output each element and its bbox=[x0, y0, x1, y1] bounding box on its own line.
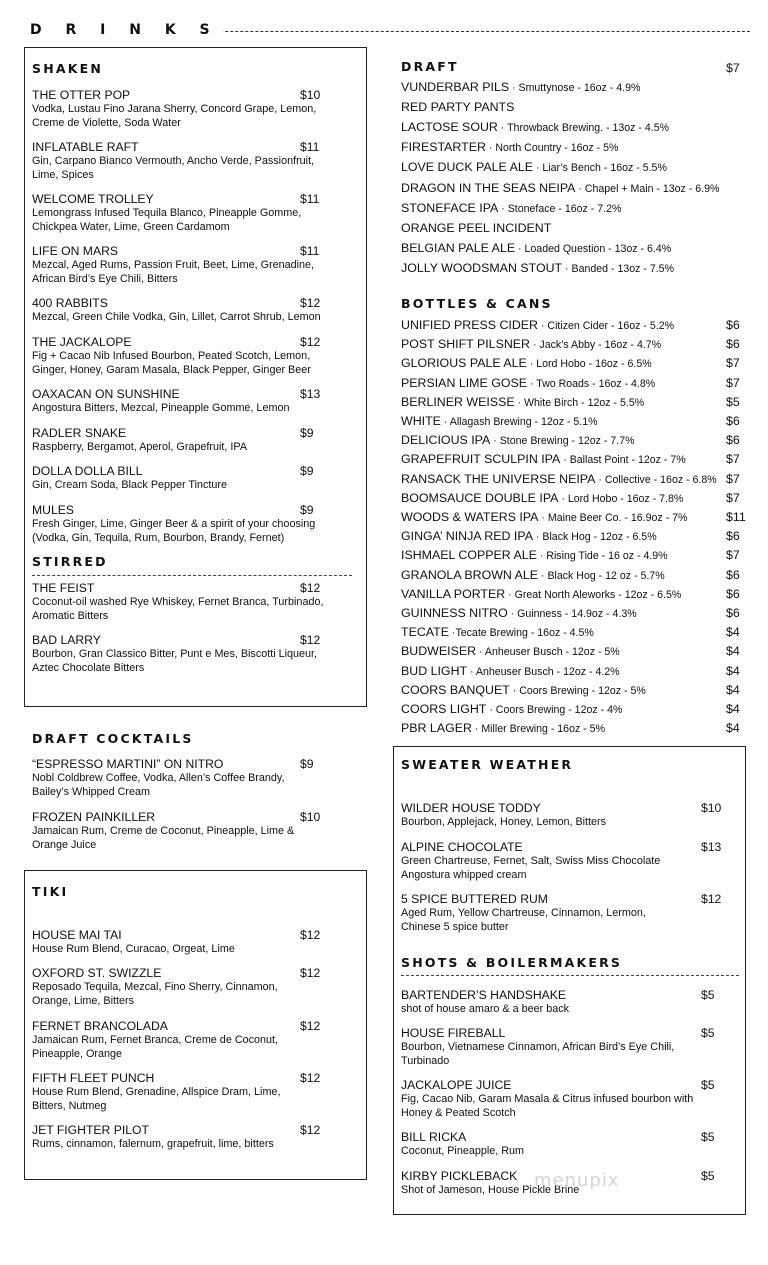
item-description: Fresh Ginger, Lime, Ginger Beer & a spirit of your choosing bbox=[32, 518, 316, 530]
beer-detail: ·Tecate Brewing - 16oz - 4.5% bbox=[448, 627, 594, 640]
item-price: $12 bbox=[300, 581, 321, 595]
beer-row bbox=[401, 160, 667, 176]
item-name: LIFE ON MARS bbox=[32, 244, 119, 258]
beer-price: $7 bbox=[726, 356, 740, 371]
beer-detail: · Miller Brewing - 16oz - 5% bbox=[471, 723, 605, 736]
menu-item bbox=[32, 1019, 362, 1061]
beer-name: GRANOLA BROWN ALE bbox=[401, 567, 539, 582]
item-description: Coconut-oil washed Rye Whiskey, Fernet Branca, Turbinado, bbox=[32, 596, 324, 608]
beer-name: WOODS & WATERS IPA bbox=[401, 510, 539, 524]
beer-detail: · Allagash Brewing - 12oz - 5.1% bbox=[440, 416, 598, 428]
item-price: $12 bbox=[300, 1071, 321, 1085]
beer-price: $7 bbox=[726, 452, 740, 467]
menu-item bbox=[32, 296, 362, 325]
beer-detail: · Liar’s Bench - 16oz - 5.5% bbox=[533, 162, 667, 175]
item-price: $10 bbox=[701, 801, 722, 815]
beer-row bbox=[401, 414, 598, 430]
item-name: BILL RICKA bbox=[401, 1130, 467, 1144]
beer-name: COORS LIGHT bbox=[401, 702, 487, 716]
section-title-shots: SHOTS & BOILERMAKERS bbox=[401, 955, 623, 970]
item-name: OAXACAN ON SUNSHINE bbox=[32, 387, 180, 401]
beer-row bbox=[401, 100, 514, 115]
item-description: (Vodka, Gin, Tequila, Rum, Bourbon, Brandy, Fernet) bbox=[32, 531, 285, 544]
item-price: $10 bbox=[300, 810, 321, 824]
beer-name: DELICIOUS IPA bbox=[401, 433, 491, 448]
item-price: $9 bbox=[300, 757, 314, 771]
beer-name: ISHMAEL COPPER ALE bbox=[401, 548, 537, 563]
item-name: 5 SPICE BUTTERED RUM bbox=[401, 892, 548, 906]
item-description: Bourbon, Applejack, Honey, Lemon, Bitters bbox=[401, 816, 607, 828]
beer-row bbox=[401, 587, 681, 603]
item-description: Turbinado bbox=[401, 1054, 450, 1067]
beer-detail: · Smuttynose - 16oz - 4.9% bbox=[509, 82, 641, 94]
menu-item bbox=[32, 633, 362, 675]
item-name: DOLLA DOLLA BILL bbox=[32, 464, 143, 478]
watermark: menupix bbox=[534, 1170, 620, 1191]
beer-name: BUDWEISER bbox=[401, 644, 477, 659]
beer-detail: · Banded - 13oz - 7.5% bbox=[562, 262, 674, 275]
item-description: Gin, Cream Soda, Black Pepper Tincture bbox=[32, 479, 228, 491]
beer-name: GUINNESS NITRO bbox=[401, 606, 508, 620]
item-description: Orange Juice bbox=[32, 838, 97, 851]
beer-row bbox=[401, 318, 674, 334]
beer-price: $6 bbox=[726, 586, 740, 601]
stirred-dashed-rule bbox=[32, 575, 352, 576]
beer-row bbox=[401, 140, 618, 156]
beer-row bbox=[401, 606, 637, 622]
beer-price: $5 bbox=[726, 394, 740, 409]
beer-detail: · Anheuser Busch - 12oz - 5% bbox=[476, 646, 620, 659]
beer-name: BOOMSAUCE DOUBLE IPA bbox=[401, 490, 559, 505]
item-price: $12 bbox=[300, 1123, 321, 1137]
beer-price: $6 bbox=[726, 529, 740, 544]
beer-price: $7 bbox=[726, 471, 740, 486]
beer-price: $4 bbox=[726, 663, 740, 678]
section-title-stirred: STIRRED bbox=[32, 554, 108, 569]
item-name: FROZEN PAINKILLER bbox=[32, 810, 156, 824]
menu-item bbox=[32, 387, 362, 416]
menu-item bbox=[32, 1123, 362, 1152]
item-description: Shot of Jameson, House Pickle Brine bbox=[401, 1184, 580, 1196]
beer-row bbox=[401, 261, 674, 277]
beer-name: RANSACK THE UNIVERSE NEIPA bbox=[401, 471, 596, 486]
beer-price: $6 bbox=[726, 567, 740, 582]
item-price: $5 bbox=[701, 1078, 715, 1092]
section-title-draft: DRAFT bbox=[401, 59, 459, 74]
item-name: BARTENDER’S HANDSHAKE bbox=[401, 988, 567, 1002]
item-description: Bailey’s Whipped Cream bbox=[32, 785, 151, 798]
beer-detail: · North Country - 16oz - 5% bbox=[485, 142, 619, 155]
item-description: Chickpea Water, Lime, Green Cardamom bbox=[32, 220, 230, 233]
item-description: House Rum Blend, Grenadine, Allspice Dram, Lime, bbox=[32, 1086, 281, 1098]
beer-detail: · Stone Brewing - 12oz - 7.7% bbox=[490, 435, 635, 448]
section-title-draft-cocktails: DRAFT COCKTAILS bbox=[32, 731, 194, 746]
item-description: Aged Rum, Yellow Chartreuse, Cinnamon, Lermon, bbox=[401, 907, 646, 919]
section-title-bottles: BOTTLES & CANS bbox=[401, 296, 553, 311]
beer-row bbox=[401, 80, 640, 96]
item-price: $5 bbox=[701, 1026, 715, 1040]
item-description: Raspberry, Bergamot, Aperol, Grapefruit, IPA bbox=[32, 441, 248, 453]
menu-item bbox=[32, 966, 362, 1008]
beer-detail: · Throwback Brewing. - 13oz - 4.5% bbox=[497, 122, 669, 135]
item-price: $11 bbox=[300, 244, 320, 258]
beer-detail: · Lord Hobo - 16oz - 7.8% bbox=[558, 492, 684, 505]
menu-item bbox=[32, 464, 362, 493]
item-description: House Rum Blend, Curacao, Orgeat, Lime bbox=[32, 943, 235, 955]
beer-detail: · Jack’s Abby - 16oz - 4.7% bbox=[530, 339, 662, 352]
item-description: Lime, Spices bbox=[32, 168, 94, 181]
item-description: Aromatic Bitters bbox=[32, 609, 109, 622]
menu-header bbox=[30, 22, 750, 42]
item-price: $12 bbox=[300, 928, 321, 942]
beer-name: GRAPEFRUIT SCULPIN IPA bbox=[401, 452, 561, 467]
beer-name: FIRESTARTER bbox=[401, 140, 486, 155]
item-name: THE JACKALOPE bbox=[32, 335, 132, 349]
shots-dashed-rule bbox=[401, 975, 739, 976]
beer-detail: · Anheuser Busch - 12oz - 4.2% bbox=[467, 665, 620, 678]
beer-row bbox=[401, 568, 665, 584]
section-title-sweater: SWEATER WEATHER bbox=[401, 757, 574, 772]
menu-item bbox=[32, 503, 362, 545]
item-price: $12 bbox=[300, 1019, 321, 1033]
item-price: $9 bbox=[300, 464, 314, 478]
beer-row bbox=[401, 395, 644, 411]
section-title-tiki: TIKI bbox=[32, 884, 69, 899]
menu-item bbox=[32, 192, 362, 234]
item-name: INFLATABLE RAFT bbox=[32, 140, 139, 154]
beer-row bbox=[401, 721, 605, 737]
beer-name: JOLLY WOODSMAN STOUT bbox=[401, 260, 563, 275]
menu-item bbox=[32, 244, 362, 286]
menu-item bbox=[32, 140, 362, 182]
item-price: $12 bbox=[701, 892, 722, 906]
beer-detail: · Great North Aleworks - 12oz - 6.5% bbox=[505, 588, 682, 601]
beer-price: $4 bbox=[726, 721, 740, 736]
item-description: Jamaican Rum, Creme de Coconut, Pineapple, Lime & bbox=[32, 825, 295, 837]
item-name: OXFORD ST. SWIZZLE bbox=[32, 966, 162, 980]
menu-item bbox=[32, 581, 362, 623]
item-description: Mezcal, Green Chile Vodka, Gin, Lillet, Carrot Shrub, Lemon bbox=[32, 311, 321, 323]
beer-detail: · Guinness - 14.9oz - 4.3% bbox=[507, 608, 637, 620]
beer-row bbox=[401, 664, 620, 680]
beer-name: STONEFACE IPA bbox=[401, 200, 499, 215]
item-name: FIFTH FLEET PUNCH bbox=[32, 1071, 155, 1085]
beer-row bbox=[401, 491, 683, 507]
beer-row bbox=[401, 181, 719, 197]
item-name: ALPINE CHOCOLATE bbox=[401, 840, 523, 854]
beer-row bbox=[401, 472, 717, 488]
item-price: $11 bbox=[300, 192, 320, 206]
item-description: Bitters, Nutmeg bbox=[32, 1099, 107, 1112]
beer-detail: · Black Hog - 12oz - 6.5% bbox=[532, 531, 657, 544]
beer-row bbox=[401, 221, 551, 236]
item-name: WILDER HOUSE TODDY bbox=[401, 801, 541, 815]
item-name: RADLER SNAKE bbox=[32, 426, 127, 440]
beer-detail: · Lord Hobo - 16oz - 6.5% bbox=[526, 358, 652, 371]
item-name: KIRBY PICKLEBACK bbox=[401, 1169, 518, 1183]
item-description: Fig, Cacao Nib, Garam Masala & Citrus infused bourbon with bbox=[401, 1093, 694, 1105]
beer-row bbox=[401, 241, 671, 257]
beer-row bbox=[401, 510, 687, 526]
beer-name: BERLINER WEISSE bbox=[401, 394, 515, 409]
beer-detail: · Two Roads - 16oz - 4.8% bbox=[527, 377, 656, 390]
beer-row bbox=[401, 201, 621, 217]
beer-detail: · Loaded Question - 13oz - 6.4% bbox=[515, 242, 672, 255]
beer-detail: · Citizen Cider - 16oz - 5.2% bbox=[538, 320, 675, 332]
item-name: “ESPRESSO MARTINI” ON NITRO bbox=[32, 757, 224, 771]
item-price: $5 bbox=[701, 1169, 715, 1183]
beer-row bbox=[401, 337, 661, 353]
item-description: Bourbon, Vietnamese Cinnamon, African Bird’s Eye Chili, bbox=[401, 1041, 675, 1053]
beer-price: $11 bbox=[726, 510, 746, 524]
beer-name: UNIFIED PRESS CIDER bbox=[401, 318, 539, 332]
beer-name: GINGA’ NINJA RED IPA bbox=[401, 529, 533, 544]
beer-detail: · Chapel + Main - 13oz - 6.9% bbox=[575, 182, 720, 195]
item-description: shot of house amaro & a beer back bbox=[401, 1003, 570, 1015]
section-title-shaken: SHAKEN bbox=[32, 61, 104, 76]
beer-name: VANILLA PORTER bbox=[401, 586, 506, 601]
beer-name: LACTOSE SOUR bbox=[401, 120, 498, 135]
item-description: Aztec Chocolate Bitters bbox=[32, 661, 145, 674]
beer-name: VUNDERBAR PILS bbox=[401, 80, 510, 94]
item-name: 400 RABBITS bbox=[32, 296, 108, 310]
beer-row bbox=[401, 433, 635, 449]
menu-item bbox=[401, 988, 741, 1017]
beer-row bbox=[401, 548, 668, 564]
beer-row bbox=[401, 702, 622, 718]
beer-row bbox=[401, 376, 655, 392]
item-name: THE FEIST bbox=[32, 581, 95, 595]
menu-item bbox=[32, 1071, 362, 1113]
item-price: $13 bbox=[701, 840, 722, 854]
beer-price: $7 bbox=[726, 375, 740, 390]
item-description: Rums, cinnamon, falernum, grapefruit, lime, bitters bbox=[32, 1138, 274, 1150]
menu-item bbox=[401, 1130, 741, 1159]
beer-price: $6 bbox=[726, 433, 740, 448]
menu-item bbox=[32, 88, 362, 130]
beer-price: $4 bbox=[726, 644, 740, 659]
item-description: Orange, Lime, Bitters bbox=[32, 994, 135, 1007]
beer-price: $4 bbox=[726, 682, 740, 697]
item-description: Ginger, Honey, Garam Masala, Black Pepper, Ginger Beer bbox=[32, 363, 311, 376]
menu-item bbox=[32, 426, 362, 455]
item-price: $10 bbox=[300, 88, 321, 102]
item-name: HOUSE FIREBALL bbox=[401, 1026, 506, 1040]
beer-detail: · Stoneface - 16oz - 7.2% bbox=[498, 202, 622, 215]
menu-item bbox=[32, 335, 362, 377]
menu-title: D R I N K S bbox=[30, 22, 223, 38]
item-description: Honey & Peated Scotch bbox=[401, 1106, 516, 1119]
beer-detail: · Ballast Point - 12oz - 7% bbox=[560, 454, 686, 467]
beer-row bbox=[401, 625, 594, 641]
menu-item bbox=[401, 892, 741, 934]
beer-name: BELGIAN PALE ALE bbox=[401, 240, 516, 255]
beer-price: $4 bbox=[726, 625, 740, 640]
beer-detail: · Collective - 16oz - 6.8% bbox=[595, 473, 717, 486]
beer-row bbox=[401, 683, 646, 699]
beer-price: $7 bbox=[726, 548, 740, 563]
item-description: Nobl Coldbrew Coffee, Vodka, Allen’s Coffee Brandy, bbox=[32, 772, 285, 784]
beer-name: GLORIOUS PALE ALE bbox=[401, 356, 527, 371]
beer-name: LOVE DUCK PALE ALE bbox=[401, 160, 533, 175]
item-description: Bourbon, Gran Classico Bitter, Punt e Mes, Biscotti Liqueur, bbox=[32, 648, 318, 660]
item-description: Jamaican Rum, Fernet Branca, Creme de Coconut, bbox=[32, 1034, 279, 1046]
item-name: THE OTTER POP bbox=[32, 88, 131, 102]
beer-detail: · Coors Brewing - 12oz - 5% bbox=[509, 684, 646, 697]
item-name: JET FIGHTER PILOT bbox=[32, 1123, 149, 1137]
header-dashed-rule bbox=[160, 31, 750, 32]
beer-detail: · Coors Brewing - 12oz - 4% bbox=[486, 704, 623, 716]
item-price: $12 bbox=[300, 296, 321, 310]
beer-row bbox=[401, 529, 657, 545]
item-description: Fig + Cacao Nib Infused Bourbon, Peated Scotch, Lemon, bbox=[32, 350, 311, 362]
item-price: $11 bbox=[300, 140, 320, 154]
beer-name: RED PARTY PANTS bbox=[401, 100, 515, 115]
beer-price: $4 bbox=[726, 702, 740, 716]
item-description: Reposado Tequila, Mezcal, Fino Sherry, Cinnamon, bbox=[32, 981, 278, 993]
beer-name: BUD LIGHT bbox=[401, 663, 468, 678]
item-name: WELCOME TROLLEY bbox=[32, 192, 154, 206]
item-description: Vodka, Lustau Fino Jarana Sherry, Concord Grape, Lemon, bbox=[32, 103, 317, 115]
beer-row bbox=[401, 644, 620, 660]
draft-price: $7 bbox=[726, 61, 740, 75]
beer-row bbox=[401, 120, 669, 136]
menu-item bbox=[32, 810, 362, 852]
beer-name: TECATE bbox=[401, 625, 449, 640]
beer-name: PBR LAGER bbox=[401, 721, 472, 736]
beer-detail: · Black Hog - 12 oz - 5.7% bbox=[538, 569, 665, 582]
item-name: JACKALOPE JUICE bbox=[401, 1078, 512, 1092]
item-price: $12 bbox=[300, 966, 321, 980]
item-description: Green Chartreuse, Fernet, Salt, Swiss Miss Chocolate bbox=[401, 855, 661, 867]
item-price: $12 bbox=[300, 633, 321, 647]
beer-row bbox=[401, 356, 652, 372]
beer-price: $6 bbox=[726, 414, 740, 428]
item-description: African Bird’s Eye Chili, Bitters bbox=[32, 272, 178, 285]
item-price: $5 bbox=[701, 1130, 715, 1144]
menu-item bbox=[401, 1026, 741, 1068]
beer-detail: · Maine Beer Co. - 16.9oz - 7% bbox=[538, 512, 688, 524]
item-name: MULES bbox=[32, 503, 74, 517]
beer-price: $6 bbox=[726, 318, 740, 332]
beer-name: POST SHIFT PILSNER bbox=[401, 337, 530, 352]
item-price: $12 bbox=[300, 335, 321, 349]
item-description: Mezcal, Aged Rums, Passion Fruit, Beet, Lime, Grenadine, bbox=[32, 259, 315, 271]
item-price: $9 bbox=[300, 503, 314, 517]
beer-price: $7 bbox=[726, 490, 740, 505]
item-name: BAD LARRY bbox=[32, 633, 101, 647]
item-name: HOUSE MAI TAI bbox=[32, 928, 122, 942]
item-price: $13 bbox=[300, 387, 321, 401]
menu-item bbox=[401, 840, 741, 882]
item-price: $9 bbox=[300, 426, 314, 440]
item-description: Chinese 5 spice butter bbox=[401, 920, 509, 933]
item-description: Coconut, Pineapple, Rum bbox=[401, 1145, 525, 1157]
item-name: FERNET BRANCOLADA bbox=[32, 1019, 168, 1033]
beer-row bbox=[401, 452, 686, 468]
item-description: Creme de Violette, Soda Water bbox=[32, 116, 181, 129]
beer-price: $6 bbox=[726, 606, 740, 620]
menu-item bbox=[32, 757, 362, 799]
beer-name: ORANGE PEEL INCIDENT bbox=[401, 220, 552, 235]
menu-item bbox=[401, 1078, 741, 1120]
beer-detail: · White Birch - 12oz - 5.5% bbox=[514, 396, 645, 409]
beer-name: WHITE bbox=[401, 414, 441, 428]
beer-name: DRAGON IN THE SEAS NEIPA bbox=[401, 180, 576, 195]
beer-detail: · Rising Tide - 16 oz - 4.9% bbox=[536, 550, 668, 563]
item-description: Gin, Carpano Bianco Vermouth, Ancho Verde, Passionfruit, bbox=[32, 155, 315, 167]
menu-item bbox=[401, 801, 741, 830]
item-description: Angostura whipped cream bbox=[401, 868, 527, 881]
menu-item bbox=[32, 928, 362, 957]
item-description: Lemongrass Infused Tequila Blanco, Pineapple Gomme, bbox=[32, 207, 302, 219]
item-description: Pineapple, Orange bbox=[32, 1047, 123, 1060]
item-description: Angostura Bitters, Mezcal, Pineapple Gomme, Lemon bbox=[32, 402, 290, 414]
beer-name: PERSIAN LIME GOSE bbox=[401, 375, 528, 390]
beer-name: COORS BANQUET bbox=[401, 682, 510, 697]
beer-price: $6 bbox=[726, 337, 740, 352]
item-price: $5 bbox=[701, 988, 715, 1002]
